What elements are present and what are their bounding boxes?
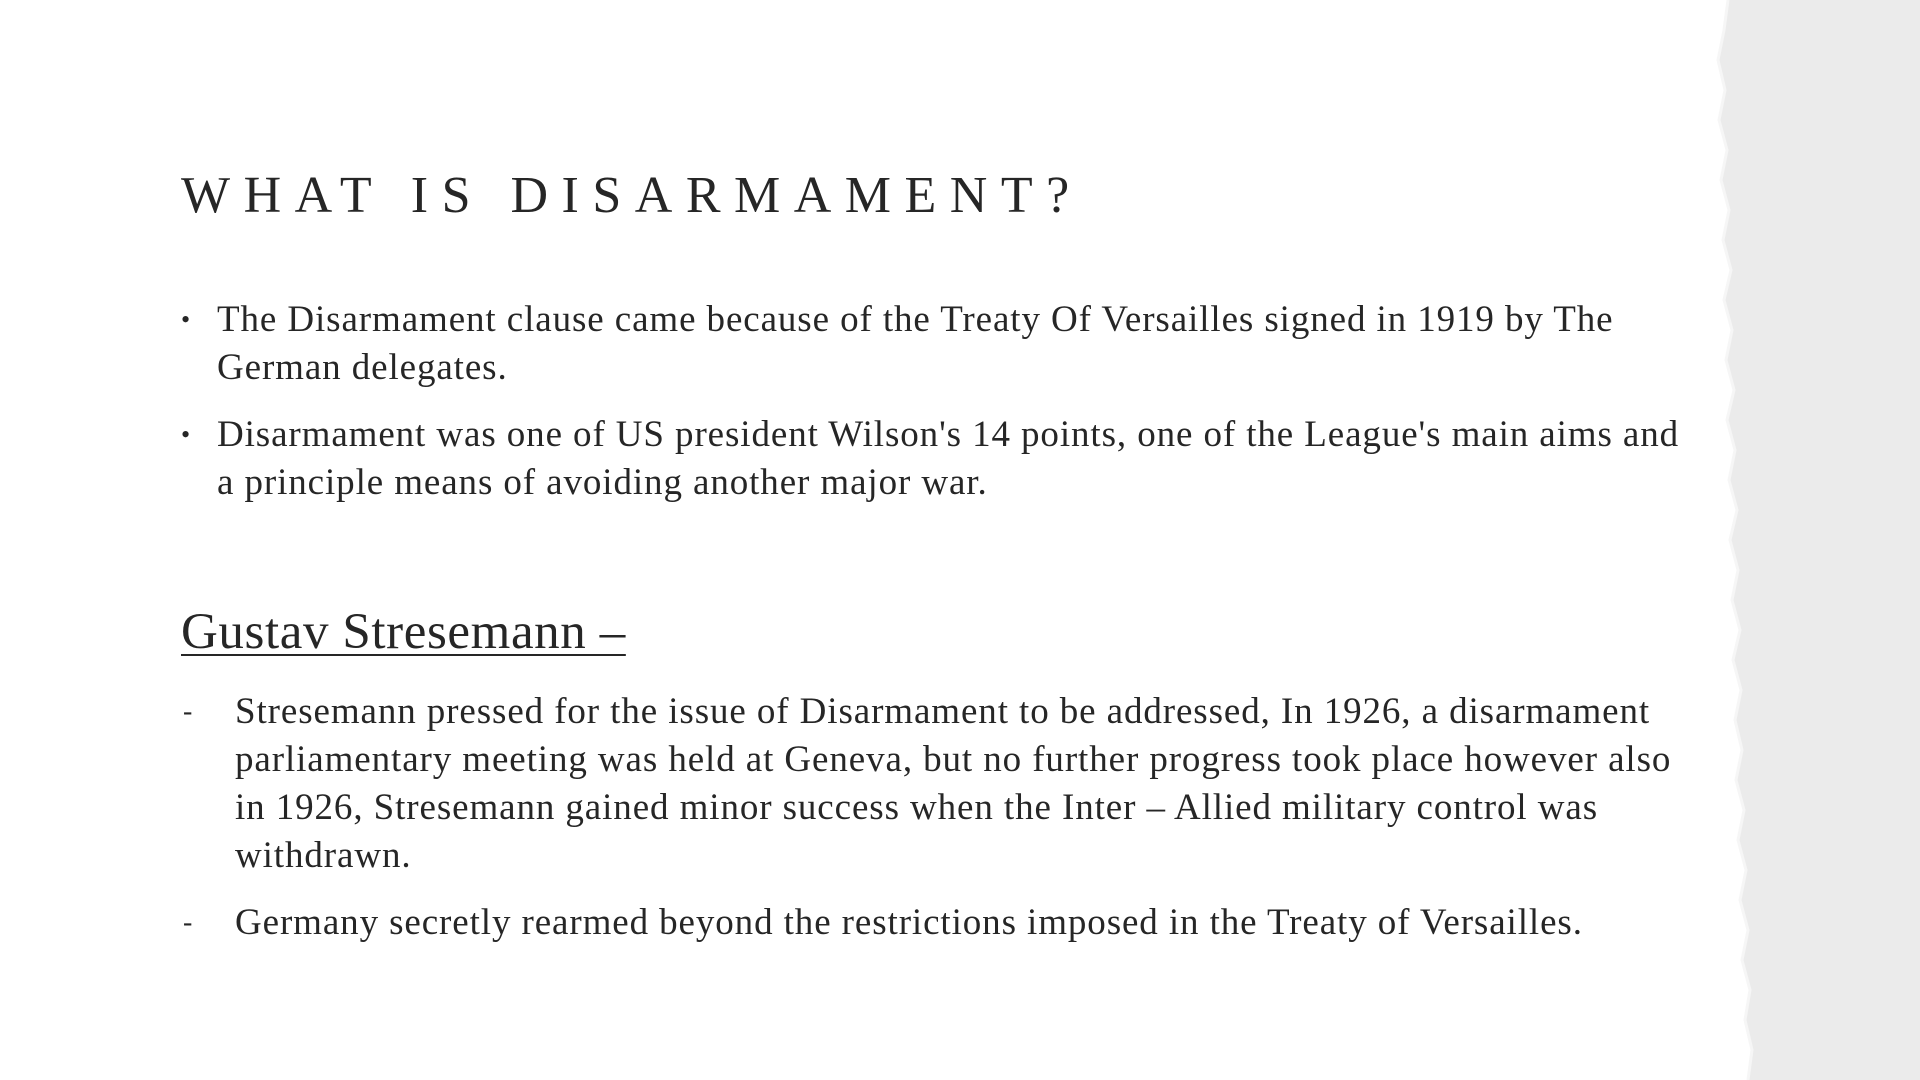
dash-marker: -: [183, 696, 194, 727]
section-subheading: Gustav Stresemann –: [181, 604, 626, 660]
list-item: [181, 411, 1701, 507]
slide-title: WHAT IS DISARMAMENT?: [181, 167, 1083, 224]
intro-bullet-list: [181, 296, 1701, 526]
stresemann-point-list: [181, 688, 1701, 966]
bullet-text: The Disarmament clause came because of the Treaty Of Versailles signed in 1919 by The German delegates.: [217, 299, 1614, 388]
bullet-marker: •: [181, 420, 192, 449]
list-item: [181, 899, 1701, 947]
dash-marker: -: [183, 907, 194, 938]
list-item: [181, 296, 1701, 392]
list-item: [181, 688, 1701, 880]
bullet-text: Disarmament was one of US president Wilson's 14 points, one of the League's main aims and a principle means of avoiding another major war.: [217, 414, 1680, 503]
bullet-marker: •: [181, 305, 192, 334]
point-text: Germany secretly rearmed beyond the restrictions imposed in the Treaty of Versailles.: [235, 902, 1583, 943]
point-text: Stresemann pressed for the issue of Disarmament to be addressed, In 1926, a disarmament parliamentary meeting was held at Geneva, but no further progress took place however also in 1926, Stresemann gained minor success when the Inter – Allied military control was withdrawn.: [235, 691, 1672, 876]
